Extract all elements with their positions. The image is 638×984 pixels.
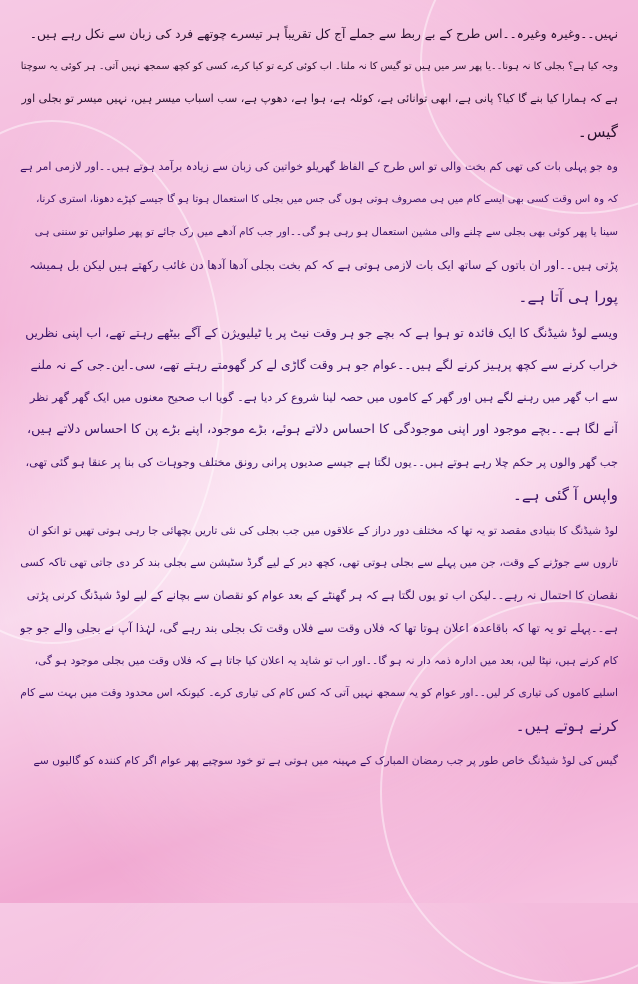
text-line: اسلیے کاموں کی تیاری کر لیں۔۔اور عوام کو یہ سمجھ نہیں آتی کہ کس کام کی تیاری کرے۔ کیونکہ اس محدود وقت میں بہت سے کام	[20, 686, 618, 699]
paragraph	[20, 515, 618, 743]
paragraph	[20, 18, 618, 148]
text-line: ہے۔۔پہلے تو یہ تھا کہ باقاعدہ اعلان ہوتا تھا کہ فلاں وقت سے فلاں وقت تک بجلی بند رہے گی، لہٰذا آپ نے بجلی والے جو جو	[20, 621, 618, 635]
paragraph	[20, 151, 618, 314]
text-line: ویسے لوڈ شیڈنگ کا ایک فائدہ تو ہوا ہے کہ بچے جو ہر وقت نیٹ پر یا ٹیلیویژن کے آگے بیٹھے رہتے تھے، اب اپنی نظریں	[25, 325, 618, 340]
text-line: نقصان کا احتمال نہ رہے۔۔لیکن اب تو یوں لگتا ہے کہ ہر گھنٹے کے بعد عوام کو نقصان سے بچانے کے لیے لوڈ شیڈنگ کرنی پڑتی	[26, 588, 618, 602]
text-line: خراب کرنے سے کچھ پرہیز کرنے لگے ہیں۔۔عوام جو ہر وقت گاڑی لے کر گھومتے رہتے تھے، سی۔این۔جی کے نہ ملنے	[30, 358, 618, 372]
text-line: تاروں سے جوڑنے کے وقت، جن میں پہلے سے بجلی ہوتی تھی، کچھ دیر کے لیے گرڈ سٹیشن سے بجلی بند کر دی جاتی تھی تاکہ کسی	[20, 556, 618, 569]
text-line: کرنے ہوتے ہیں۔	[515, 716, 618, 735]
text-line: واپس آ گئی ہے۔	[512, 486, 618, 504]
text-line: لوڈ شیڈنگ کا بنیادی مقصد تو یہ تھا کہ مختلف دور دراز کے علاقوں میں جب بجلی کی نئی تاریں بچھائی جا رہی ہوتی تھیں تو انکو ان	[27, 523, 618, 537]
text-line: جب گھر والوں پر حکم چلا رہے ہوتے ہیں۔۔یوں لگتا ہے جیسے صدیوں پرانی رونق مختلف وجوہات کی بنا پر عنقا ہو گئی تھی،	[25, 455, 618, 469]
text-line: کام کرنے ہیں، نپٹا لیں، بعد میں ادارہ ذمہ دار نہ ہو گا۔۔اور اب تو شاید یہ اعلان کیا جاتا ہے کہ فلاں وقت میں بجلی موجود ہو گی،	[34, 653, 618, 667]
text-line: آنے لگا ہے۔۔بچے موجود اور اپنی موجودگی کا احساس دلاتے ہوئے، بڑے موجود، اپنے بڑے پن کا احساس دلاتے ہیں،	[26, 422, 618, 437]
document-page	[20, 18, 618, 889]
text-line: گیس کی لوڈ شیڈنگ خاص طور پر جب رمضان المبارک کے مہینہ میں ہوتی ہے تو خود سوچیے پھر عوام اگر کام کنندہ کو گالیوں سے	[33, 754, 618, 767]
text-line: سے اب گھر میں رہنے لگے ہیں اور گھر کے کاموں میں حصہ لینا شروع کر دیا ہے۔ گویا اب صحیح معنوں میں ایک گھر گھر نظر	[29, 390, 618, 404]
text-line: سینا یا پھر کوئی بھی بجلی سے چلنے والی مشین استعمال ہو رہی ہو گی۔۔اور جب کام آدھے میں رک جائے تو پھر صلواتیں تو سننی ہی	[34, 226, 618, 238]
text-line: پڑتی ہیں۔۔اور ان باتوں کے ساتھ ایک بات لازمی ہوتی ہے کہ کم بخت بجلی آدھا آدھا دن غائب رکھتے ہیں لیکن بل ہمیشہ	[29, 257, 618, 272]
text-line: ہے کہ ہمارا کیا بنے گا کیا؟ پانی ہے، ابھی توانائی ہے، کوئلہ ہے، ہوا ہے، دھوپ ہے، سب اسباب میسر ہیں، نہیں میسر تو بجلی اور	[21, 92, 618, 105]
text-line: وجہ کیا ہے؟ بجلی کا نہ ہونا۔۔یا پھر سر میں ہیں تو گیس کا نہ ملنا۔ اب کوئی کرے تو کیا کرے، کسی کو کچھ سمجھ نہیں آتی۔ ہر کوئی یہ سوچتا	[20, 60, 618, 72]
text-line: پورا ہی آتا ہے۔	[518, 288, 618, 306]
text-line: وہ جو پہلی بات کی تھی کم بخت والی تو اس طرح کے الفاظ گھریلو خواتین کی زبان سے زیادہ برآمد ہوتے ہیں۔۔اور لازمی امر ہے	[20, 160, 618, 173]
paragraph	[20, 745, 618, 778]
text-line: نہیں۔۔وغیرہ وغیرہ۔۔اس طرح کے بے ربط سے جملے آج کل تقریباً ہر تیسرے چوتھے فرد کی زبان سے نکل رہے ہیں۔	[29, 27, 618, 41]
text-line: کہ وہ اس وقت کسی بھی ایسے کام میں ہی مصروف ہوتی ہوں گی جس میں بجلی کا استعمال ہوتا ہو گا جیسے کپڑے دھونا، استری کرنا،	[36, 193, 618, 205]
text-line: گیس۔	[577, 122, 618, 141]
paragraph	[20, 317, 618, 512]
